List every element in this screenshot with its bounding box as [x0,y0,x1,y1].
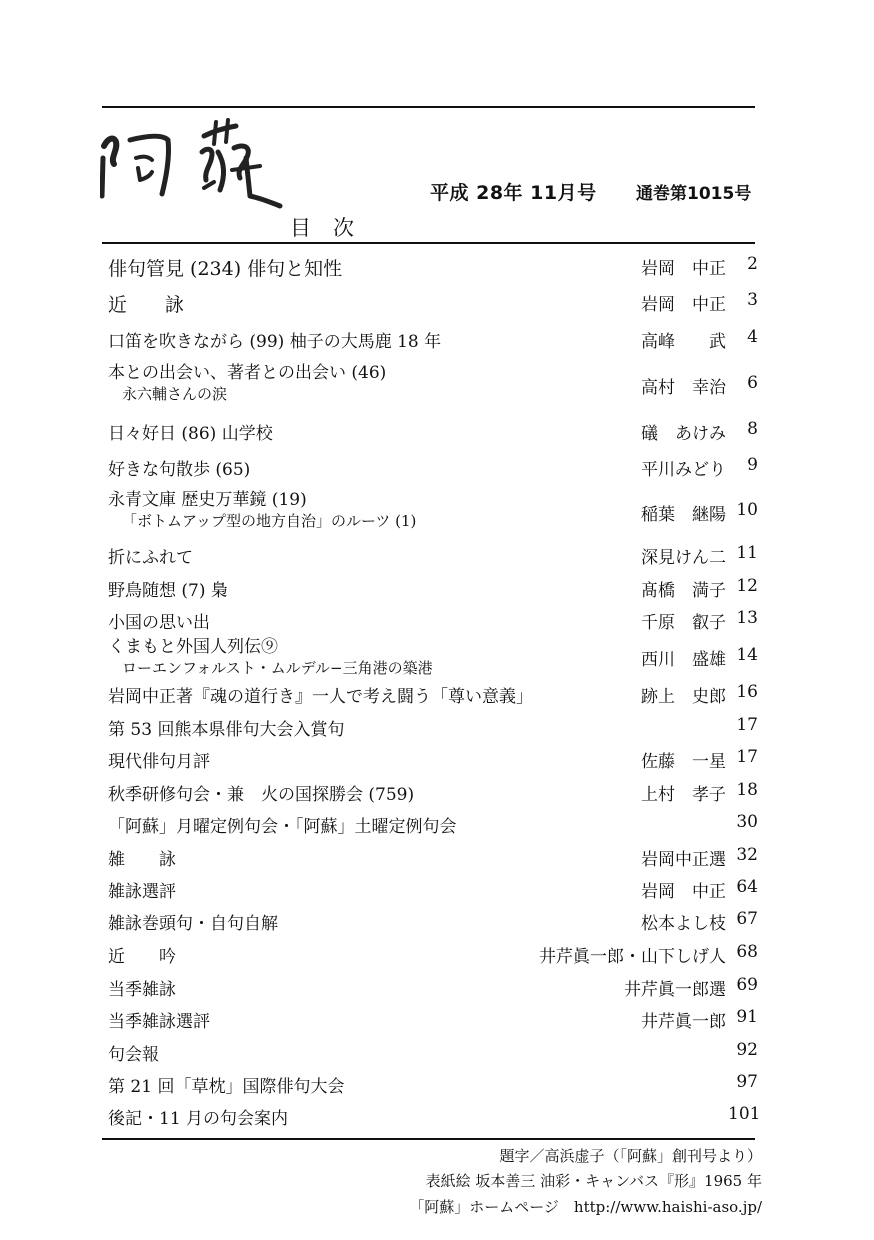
toc-title: 雑詠選評 [108,882,176,902]
toc-page: 64 [736,877,758,897]
toc-author: 高峰 武 [641,332,726,352]
toc-title: 「阿蘇」月曜定例句会・「阿蘇」土曜定例句会 [108,817,457,837]
toc-subtitle: 「ボトムアップ型の地方自治」のルーツ (1) [122,512,417,530]
toc-page: 12 [736,576,758,596]
toc-author: 岩岡 中正 [641,295,726,315]
toc-title: 野鳥随想 (7) 梟 [108,581,228,601]
toc-page: 69 [736,975,758,995]
toc-author: 深見けん二 [641,548,726,568]
toc-page: 11 [736,543,758,563]
toc-title: 俳句管見 (234) 俳句と知性 [108,258,343,280]
toc-page: 13 [736,608,758,628]
toc-author: 千原 叡子 [641,613,726,633]
toc-page: 30 [736,812,758,832]
toc-page: 2 [747,254,758,274]
toc-author: 岩岡中正選 [641,850,726,870]
toc-title: 当季雑詠 [108,980,176,1000]
toc-page: 14 [736,645,758,665]
toc-author: 佐藤 一星 [641,752,726,772]
toc-page: 16 [736,682,758,702]
toc-page: 10 [736,500,758,520]
toc-title: 現代俳句月評 [108,752,210,772]
header-rule [102,242,755,244]
toc-title-block [108,362,386,404]
toc-page: 17 [736,715,758,735]
toc-page: 6 [747,373,758,393]
toc-title: 後記・11 月の句会案内 [108,1109,289,1129]
toc-title: くまもと外国人列伝⑨ [108,637,278,657]
toc-title: 折にふれて [108,548,193,568]
toc-page: 101 [728,1104,761,1124]
toc-page: 68 [736,942,758,962]
toc-author: 松本よし枝 [641,914,726,934]
page-title: 目次 [290,216,376,240]
toc-page: 32 [736,845,758,865]
toc-page: 8 [747,419,758,439]
top-rule [102,106,755,108]
toc-title: 当季雑詠選評 [108,1012,210,1032]
toc-title-block [108,489,416,531]
toc-author: 礒 あけみ [641,424,726,444]
toc-subtitle: 永六輔さんの涙 [122,385,228,403]
toc-author: 井芹眞一郎選 [624,980,726,1000]
toc-title: 本との出会い、著者との出会い (46) [108,363,387,383]
toc-title: 近 詠 [108,294,185,316]
toc-page: 18 [736,780,758,800]
toc-author: 稲葉 継陽 [641,505,726,525]
toc-author: 井芹眞一郎・山下しげ人 [539,947,726,967]
toc-title: 永青文庫 歴史万華鏡 (19) [108,490,307,510]
toc-title: 近 吟 [108,947,176,967]
credit-title-calligraphy: 題字／高浜虚子（「阿蘇」創刊号より） [499,1147,762,1165]
aso-logo [100,118,290,210]
toc-page: 67 [736,909,758,929]
toc-subtitle: ローエンフォルスト・ムルデル−三角港の築港 [122,659,433,677]
toc-title-block [108,636,433,678]
toc-page: 4 [747,327,758,347]
toc-author: 高村 幸治 [641,378,726,398]
toc-title: 句会報 [108,1045,159,1065]
toc-page: 92 [736,1040,758,1060]
toc-author: 上村 孝子 [641,785,726,805]
volume-number: 通巻第1015号 [636,184,752,204]
toc-title: 好きな句散歩 (65) [108,460,251,480]
toc-title: 秋季研修句会・兼 火の国探勝会 (759) [108,785,415,805]
aso-calligraphy-logo [100,118,290,210]
toc-title: 小国の思い出 [108,613,210,633]
toc-title: 日々好日 (86) 山学校 [108,424,273,444]
toc-title: 口笛を吹きながら (99) 柚子の大馬鹿 18 年 [108,332,442,352]
toc-page: 91 [736,1007,758,1027]
toc-page: 97 [736,1072,758,1092]
toc-author: 岩岡 中正 [641,259,726,279]
toc-author: 西川 盛雄 [641,650,726,670]
toc-title: 第 53 回熊本県俳句大会入賞句 [108,720,345,740]
toc-title: 雑詠巻頭句・自句自解 [108,914,278,934]
toc-page: 9 [747,455,758,475]
toc-author: 井芹眞一郎 [641,1012,726,1032]
toc-title: 雑 詠 [108,850,176,870]
toc-title: 第 21 回「草枕」国際俳句大会 [108,1077,345,1097]
credit-cover: 表紙絵 坂本善三 油彩・キャンバス『形』1965 年 [425,1172,762,1190]
toc-author: 平川みどり [641,460,726,480]
toc-author: 岩岡 中正 [641,882,726,902]
issue-date: 平成 28年 11月号 [430,182,597,204]
toc-page: 17 [736,747,758,767]
toc-title: 岩岡中正著『魂の道行き』一人で考え闘う「尊い意義」 [108,687,533,707]
toc-page: 3 [747,290,758,310]
toc-author: 跡上 史郎 [641,687,726,707]
footer-rule [102,1138,755,1140]
credit-homepage[interactable]: 「阿蘇」ホームページ http://www.haishi-aso.jp/ [409,1198,762,1216]
toc-author: 髙橋 満子 [641,581,726,601]
